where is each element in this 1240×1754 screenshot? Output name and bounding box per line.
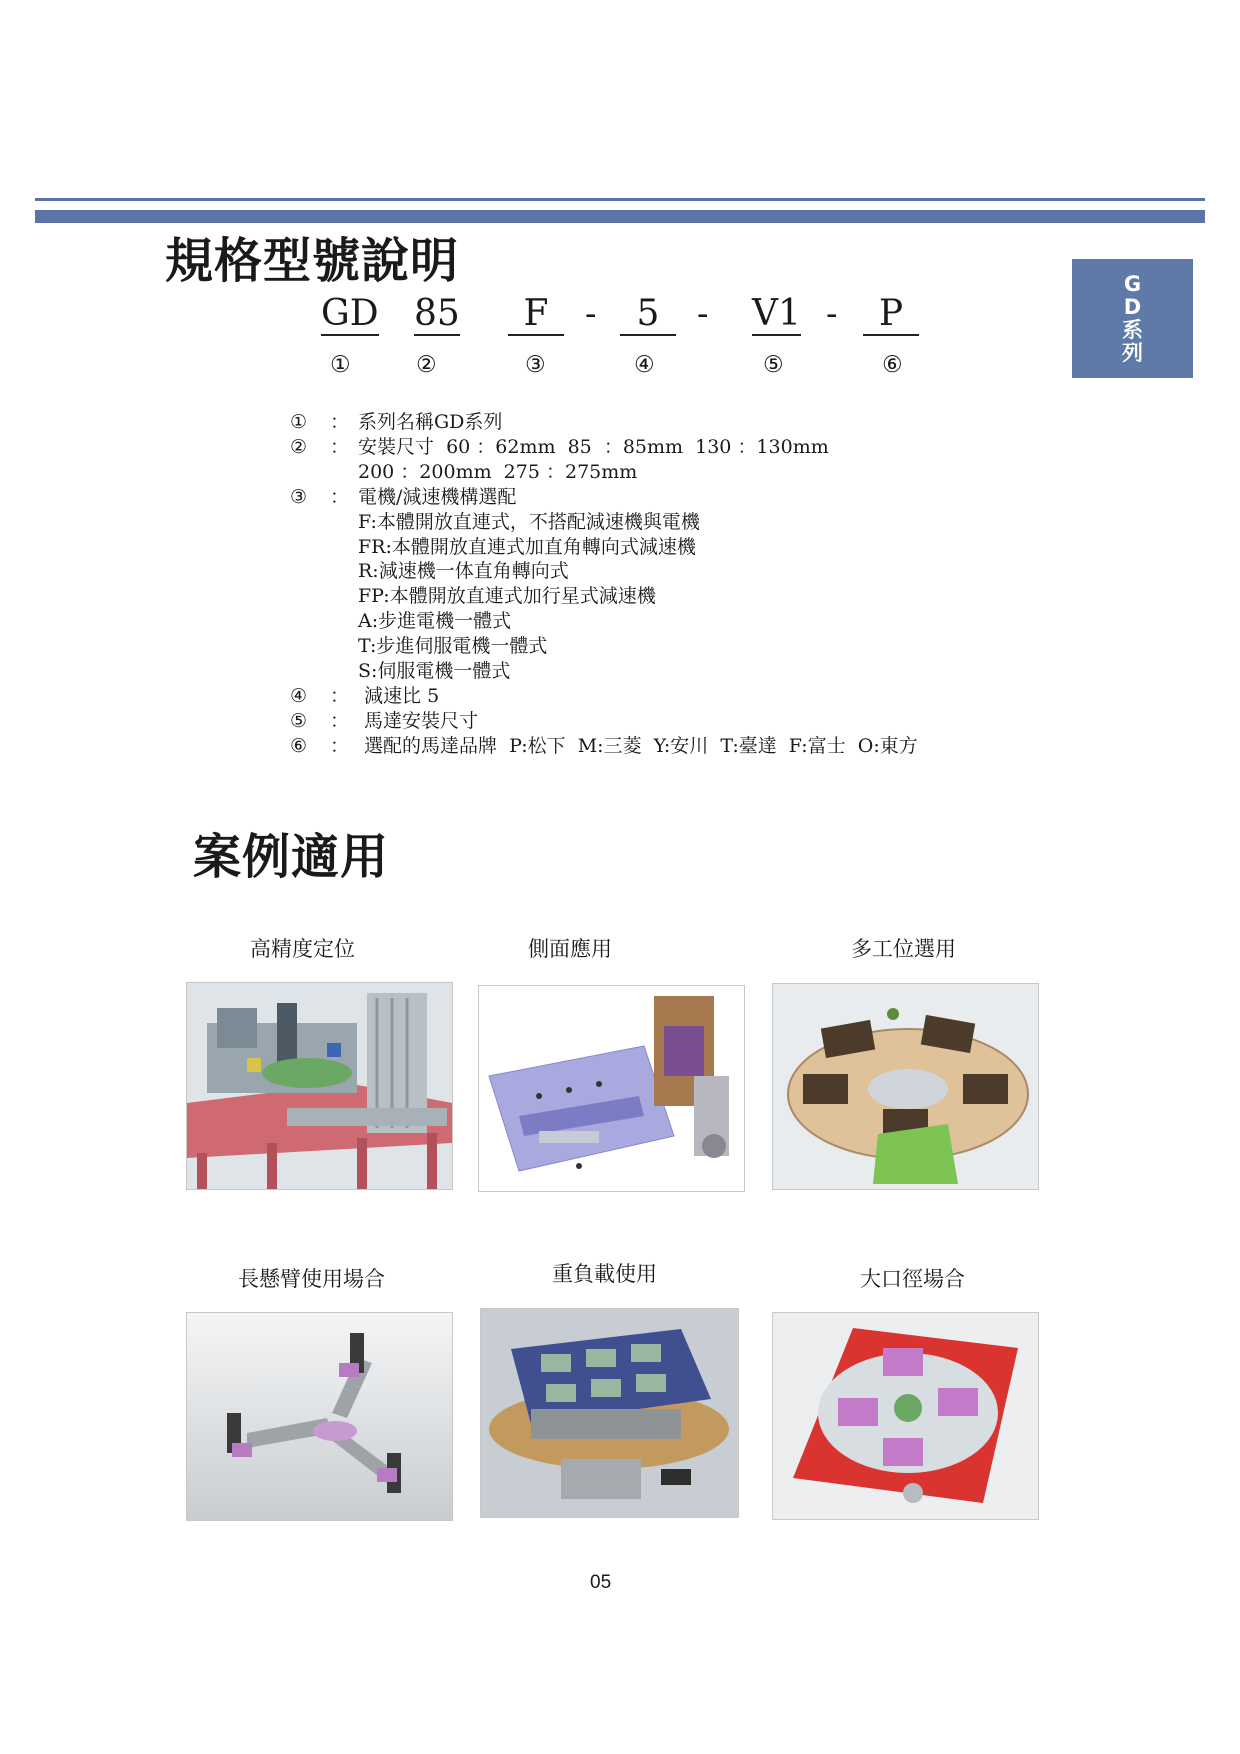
code-separator: - [585,294,597,334]
code-segment-size: 85 [414,293,460,334]
legend-num: ② [290,435,308,458]
case-image-side [478,985,745,1192]
series-tab-letter: 列 [1122,340,1143,365]
legend-num: ⑥ [290,734,308,757]
case-caption: 多工位選用 [851,937,956,961]
legend-colon: ： [330,734,350,757]
spec-title: 規格型號說明 [165,233,460,289]
legend-text: F:本體開放直連式，不搭配減速機與電機 [358,510,700,533]
case-caption: 長懸臂使用場合 [238,1267,385,1291]
case-caption: 大口徑場合 [860,1267,965,1291]
code-separator: - [826,294,838,334]
code-segment-motor-size: V1 [752,293,801,334]
case-caption: 重負載使用 [552,1262,657,1286]
legend-row [290,584,918,609]
code-segment-series: GD [321,293,379,334]
code-separator: - [697,294,709,334]
legend-row [290,410,918,435]
code-segment-config: F [508,294,564,336]
case-image-multi-station [772,983,1039,1190]
code-number: ② [416,352,437,378]
legend-text: 減速比 5 [358,684,440,707]
legend-row [290,684,918,709]
legend-text: T:步進伺服電機一體式 [358,635,548,658]
code-number: ④ [634,352,655,378]
header-rule-thin [35,198,1205,201]
legend-row [290,609,918,634]
legend-colon: ： [330,709,350,732]
legend-text: 電機/減速機構選配 [358,485,517,508]
legend-text: 系列名稱GD系列 [358,411,503,433]
legend-row [290,435,918,460]
series-tab-letter: G [1123,271,1142,296]
legend-text: A:步進電機一體式 [358,610,512,633]
legend-text: 200 ：200mm 275 ：275mm [358,460,638,483]
series-tab-letter: 系 [1122,317,1143,342]
legend-text: 安裝尺寸 60 ：62mm 85 ：85mm 130 ：130mm [358,435,829,458]
legend-row [290,734,918,759]
code-segment-brand: P [863,294,919,336]
legend-num: ④ [290,684,308,707]
legend-num: ① [290,411,308,433]
code-segment-ratio: 5 [620,294,676,336]
legend-num: ③ [290,485,308,508]
legend-row [290,659,918,684]
legend-text: FP:本體開放直連式加行星式減速機 [358,585,656,608]
legend-row [290,535,918,560]
legend-row [290,460,918,485]
legend-row [290,485,918,510]
legend-row [290,559,918,584]
spec-legend [290,410,918,759]
case-image-high-precision [186,982,453,1190]
cases-title: 案例適用 [193,829,390,885]
legend-row [290,634,918,659]
page-number: 05 [590,1572,612,1593]
case-image-cantilever [186,1312,453,1521]
legend-row [290,510,918,535]
legend-text: FR:本體開放直連式加直角轉向式減速機 [358,535,696,558]
code-number: ③ [525,352,546,378]
case-image-heavy-load [480,1308,739,1518]
series-tab [1072,259,1193,378]
legend-text: 馬達安裝尺寸 [358,709,479,732]
case-image-large-diameter [772,1312,1039,1520]
legend-text: S:伺服電機一體式 [358,660,511,683]
case-caption: 高精度定位 [250,937,355,961]
legend-colon: ： [330,485,350,508]
code-number: ① [330,352,351,378]
legend-text: R:減速機一体直角轉向式 [358,560,569,583]
legend-colon: ： [330,435,350,458]
legend-colon: ： [330,411,350,433]
legend-row [290,709,918,734]
legend-num: ⑤ [290,709,308,732]
case-caption: 側面應用 [528,937,612,961]
legend-text: 選配的馬達品牌 P:松下 M:三菱 Y:安川 T:臺達 F:富士 O:東方 [358,734,918,757]
code-number: ⑤ [763,352,784,378]
code-number: ⑥ [882,352,903,378]
series-tab-letter: D [1123,294,1142,319]
legend-colon: ： [330,684,350,707]
